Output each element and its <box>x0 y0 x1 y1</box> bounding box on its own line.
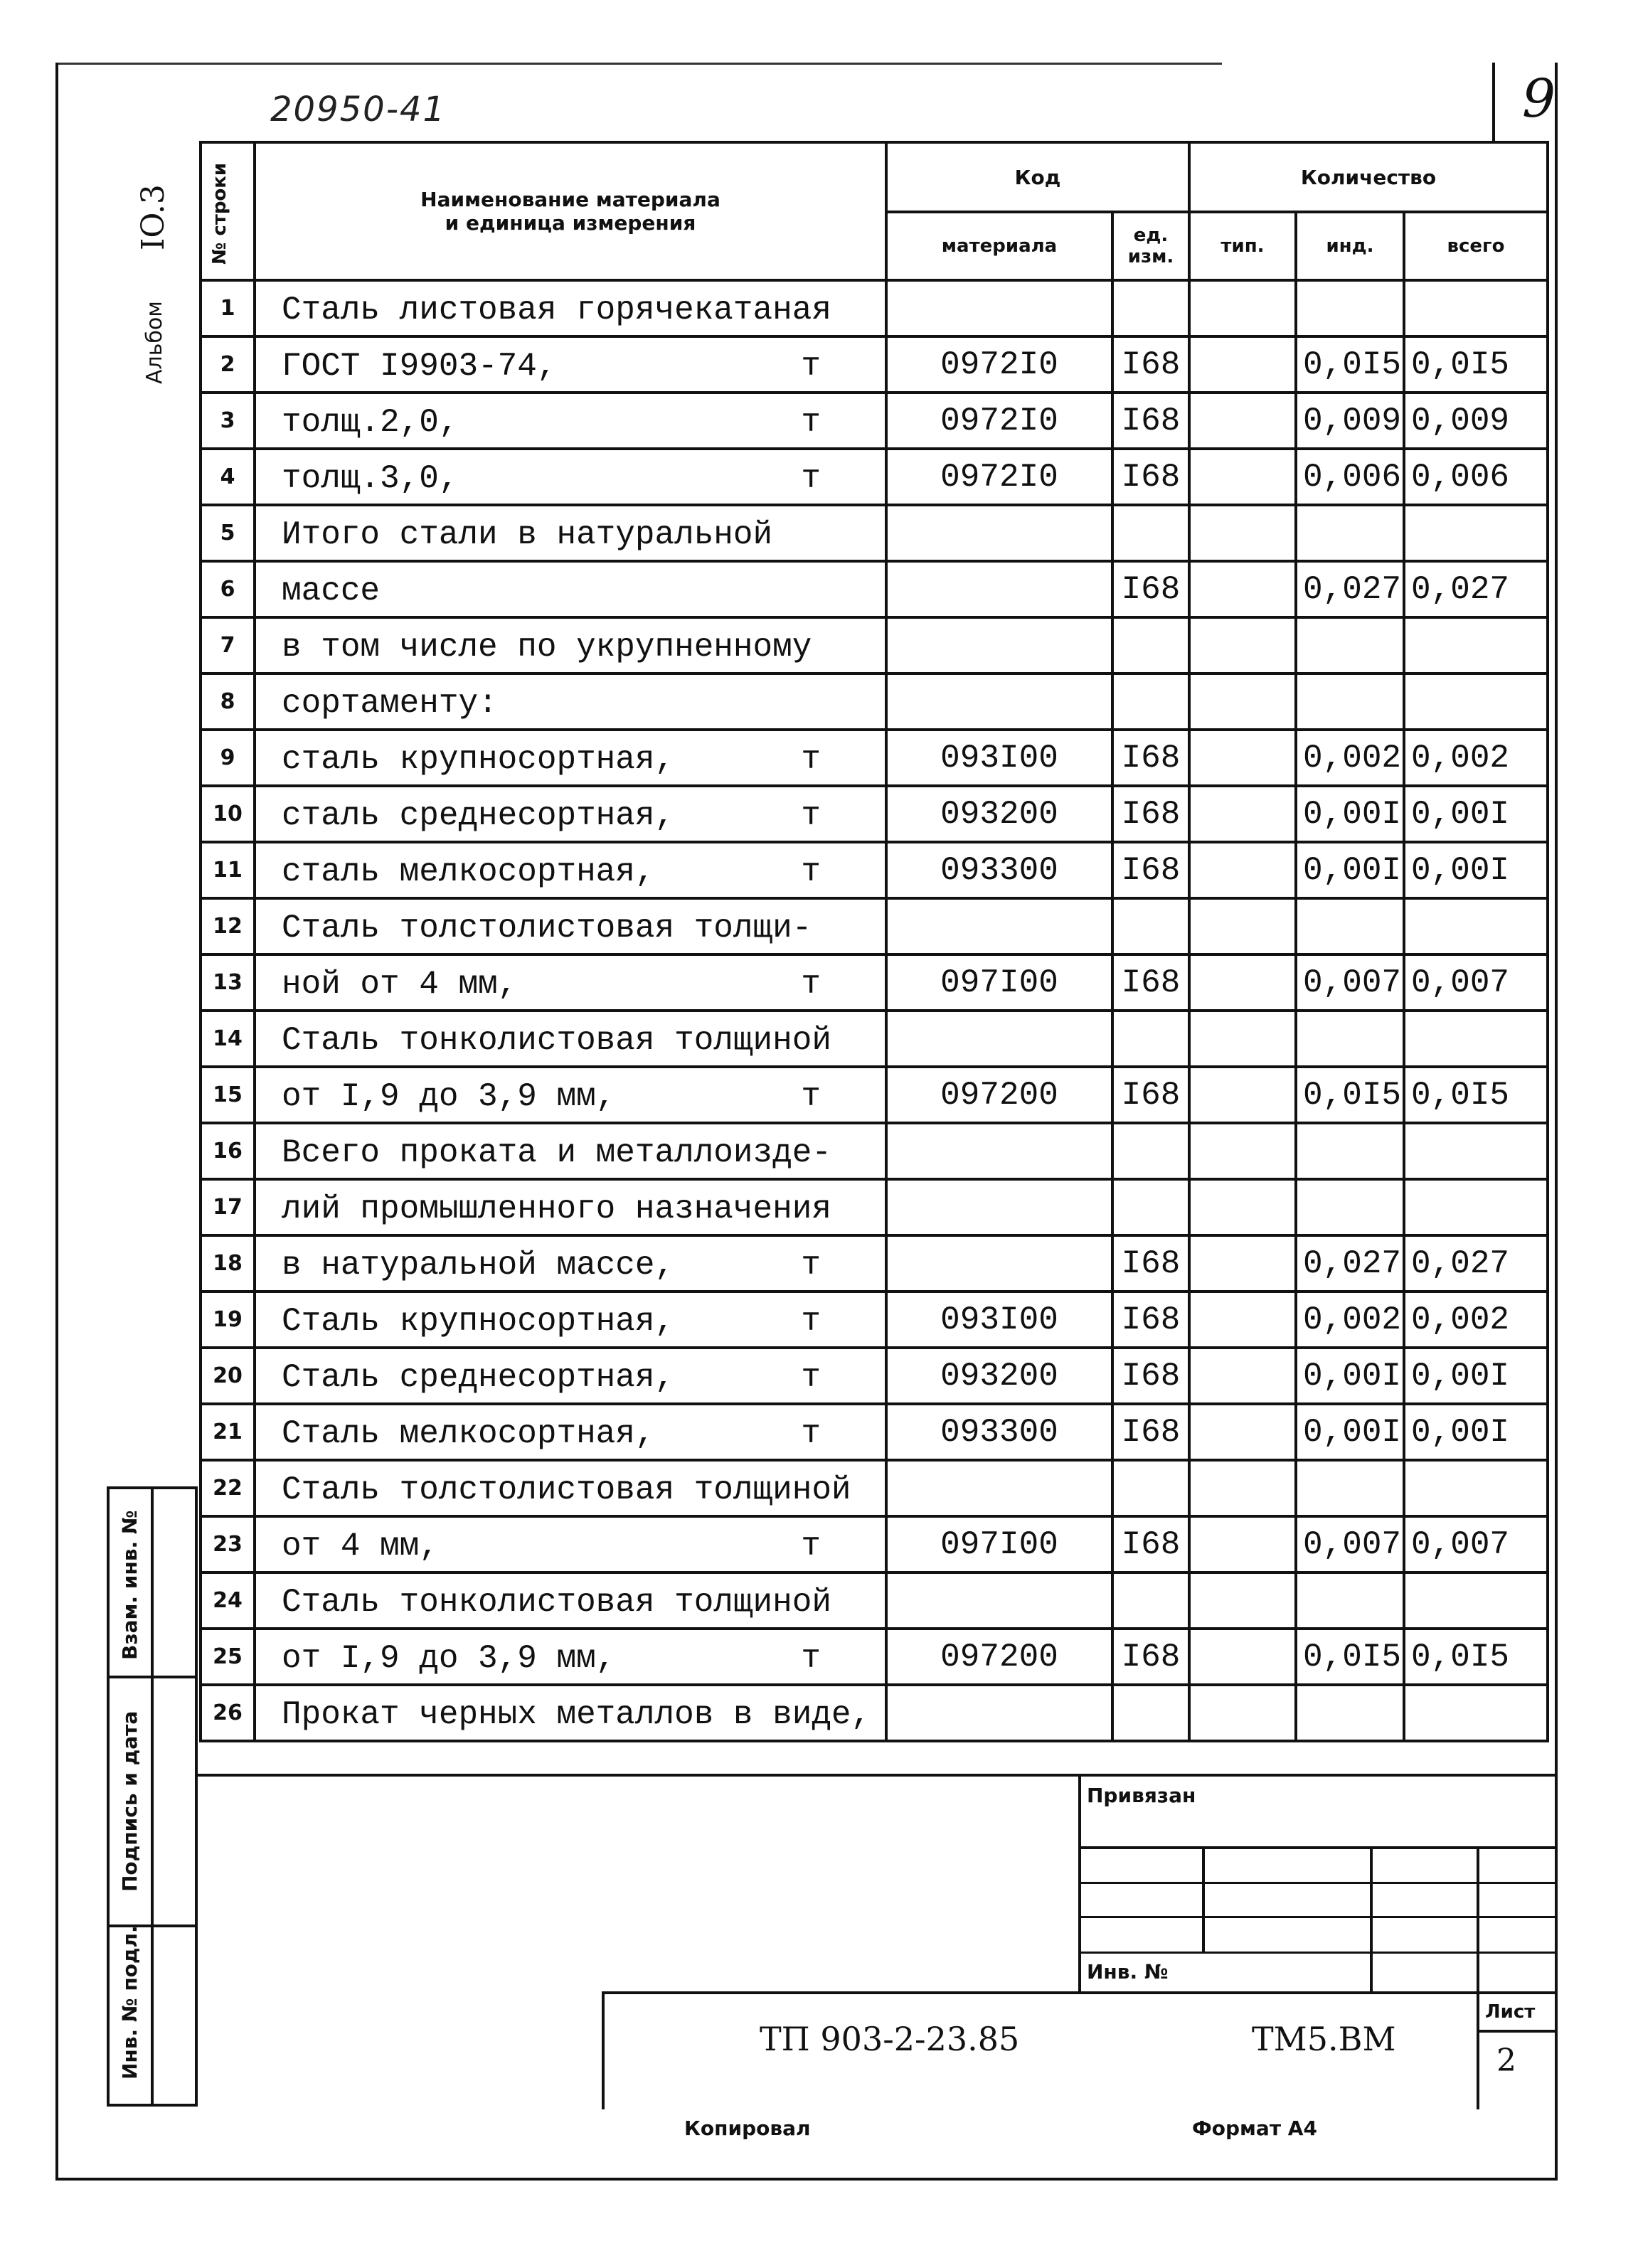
header-code-unit: ед. изм. <box>1112 212 1189 280</box>
unit-of-measure: т <box>801 1247 821 1284</box>
table-row <box>201 674 1548 730</box>
row-number: 23 <box>201 1516 255 1572</box>
material-name-cell <box>255 1123 886 1179</box>
material-name-cell <box>255 730 886 786</box>
material-name: толщ.2,0, <box>282 404 459 441</box>
qty-ind <box>1296 1685 1404 1741</box>
row-number: 12 <box>201 898 255 954</box>
table-row <box>201 505 1548 561</box>
qty-ind: 0,007 <box>1296 954 1404 1011</box>
material-name: Прокат черных металлов в виде, <box>282 1696 871 1733</box>
table-row <box>201 617 1548 674</box>
unit-code <box>1112 1179 1189 1235</box>
material-code <box>886 1011 1112 1067</box>
privyazan-line-4 <box>1078 1952 1558 1954</box>
qty-total <box>1404 1572 1548 1629</box>
unit-of-measure: т <box>801 1415 821 1452</box>
row-number: 5 <box>201 505 255 561</box>
unit-code <box>1112 505 1189 561</box>
unit-of-measure: т <box>801 1640 821 1677</box>
material-name: Итого стали в натуральной <box>282 516 773 553</box>
material-code <box>886 898 1112 954</box>
material-name: Сталь тонколистовая толщиной <box>282 1584 831 1621</box>
unit-code <box>1112 1011 1189 1067</box>
unit-code <box>1112 280 1189 336</box>
row-number: 26 <box>201 1685 255 1741</box>
qty-typ <box>1189 617 1296 674</box>
material-code: 097I00 <box>886 1516 1112 1572</box>
qty-total: 0,007 <box>1404 954 1548 1011</box>
row-number: 6 <box>201 561 255 617</box>
qty-ind <box>1296 1572 1404 1629</box>
unit-code: I68 <box>1112 449 1189 505</box>
material-name-cell <box>255 898 886 954</box>
material-code: 093300 <box>886 842 1112 898</box>
qty-ind: 0,00I <box>1296 842 1404 898</box>
header-code: Код <box>886 142 1189 212</box>
qty-ind: 0,002 <box>1296 1292 1404 1348</box>
material-name-cell <box>255 1685 886 1741</box>
qty-total <box>1404 1123 1548 1179</box>
material-code <box>886 280 1112 336</box>
table-row <box>201 561 1548 617</box>
qty-typ <box>1189 449 1296 505</box>
qty-typ <box>1189 336 1296 393</box>
unit-code: I68 <box>1112 1067 1189 1123</box>
qty-typ <box>1189 1292 1296 1348</box>
unit-code: I68 <box>1112 1292 1189 1348</box>
qty-ind: 0,006 <box>1296 449 1404 505</box>
qty-typ <box>1189 1572 1296 1629</box>
qty-total <box>1404 280 1548 336</box>
qty-total: 0,00I <box>1404 842 1548 898</box>
main-stamp-left-line <box>602 1991 605 2109</box>
qty-total: 0,0I5 <box>1404 336 1548 393</box>
unit-of-measure: т <box>801 1528 821 1565</box>
qty-ind <box>1296 1123 1404 1179</box>
unit-code: I68 <box>1112 954 1189 1011</box>
row-number: 22 <box>201 1460 255 1516</box>
material-code: 093I00 <box>886 1292 1112 1348</box>
qty-ind: 0,009 <box>1296 393 1404 449</box>
album-value: IO.3 <box>135 184 171 250</box>
material-name: Сталь листовая горячекатаная <box>282 292 831 329</box>
table-row <box>201 280 1548 336</box>
material-code: 0972I0 <box>886 393 1112 449</box>
privyazan-vline-3 <box>1477 1846 1479 2109</box>
unit-of-measure: т <box>801 966 821 1003</box>
table-row <box>201 954 1548 1011</box>
table-row <box>201 1123 1548 1179</box>
qty-ind <box>1296 1179 1404 1235</box>
table-row <box>201 730 1548 786</box>
document-number: 20950-41 <box>270 90 447 129</box>
row-number: 4 <box>201 449 255 505</box>
unit-code: I68 <box>1112 1629 1189 1685</box>
qty-total: 0,002 <box>1404 730 1548 786</box>
vzam-inv-label: Взам. инв. № <box>118 1510 142 1660</box>
row-number: 16 <box>201 1123 255 1179</box>
table-row <box>201 898 1548 954</box>
sheet-number: 2 <box>1496 2043 1516 2079</box>
table-row <box>201 1235 1548 1292</box>
row-number: 3 <box>201 393 255 449</box>
row-number: 13 <box>201 954 255 1011</box>
unit-code <box>1112 898 1189 954</box>
qty-total <box>1404 1460 1548 1516</box>
unit-of-measure: т <box>801 348 821 385</box>
side-stamp <box>107 1486 198 2107</box>
qty-total: 0,00I <box>1404 1348 1548 1404</box>
material-code: 097200 <box>886 1067 1112 1123</box>
material-name-cell <box>255 1404 886 1460</box>
qty-typ <box>1189 786 1296 842</box>
qty-ind <box>1296 280 1404 336</box>
material-name: от I,9 до 3,9 мм, <box>282 1078 616 1115</box>
unit-code <box>1112 1123 1189 1179</box>
material-name: лий промышленного назначения <box>282 1191 831 1228</box>
material-name-cell <box>255 1292 886 1348</box>
qty-total: 0,027 <box>1404 1235 1548 1292</box>
qty-typ <box>1189 1179 1296 1235</box>
material-name-cell <box>255 954 886 1011</box>
podpis-data-label: Подпись и дата <box>118 1710 142 1892</box>
qty-typ <box>1189 1404 1296 1460</box>
material-name: сталь среднесортная, <box>282 797 675 834</box>
qty-typ <box>1189 1348 1296 1404</box>
row-number: 25 <box>201 1629 255 1685</box>
sheet-label: Лист <box>1485 2001 1536 2023</box>
qty-ind: 0,027 <box>1296 1235 1404 1292</box>
unit-code: I68 <box>1112 1235 1189 1292</box>
material-code <box>886 1235 1112 1292</box>
album-label-block <box>127 171 169 398</box>
qty-ind <box>1296 617 1404 674</box>
qty-total <box>1404 1011 1548 1067</box>
unit-code: I68 <box>1112 1516 1189 1572</box>
material-name: ной от 4 мм, <box>282 966 518 1003</box>
unit-code <box>1112 1572 1189 1629</box>
qty-ind: 0,0I5 <box>1296 1629 1404 1685</box>
qty-total <box>1404 674 1548 730</box>
material-name: Сталь мелкосортная, <box>282 1415 655 1452</box>
qty-typ <box>1189 1460 1296 1516</box>
material-code: 093200 <box>886 1348 1112 1404</box>
mark: ТМ5.ВМ <box>1252 2020 1396 2058</box>
unit-code: I68 <box>1112 842 1189 898</box>
row-number: 18 <box>201 1235 255 1292</box>
material-name-cell <box>255 617 886 674</box>
table-row <box>201 336 1548 393</box>
table-row <box>201 449 1548 505</box>
qty-typ <box>1189 1067 1296 1123</box>
qty-ind: 0,00I <box>1296 1404 1404 1460</box>
unit-of-measure: т <box>801 404 821 441</box>
qty-typ <box>1189 1629 1296 1685</box>
qty-typ <box>1189 1516 1296 1572</box>
material-name-cell <box>255 449 886 505</box>
privyazan-label: Привязан <box>1087 1784 1196 1807</box>
side-stamp-line-1 <box>110 1676 195 1678</box>
row-number: 11 <box>201 842 255 898</box>
material-name-cell <box>255 674 886 730</box>
qty-typ <box>1189 842 1296 898</box>
material-code <box>886 1123 1112 1179</box>
unit-of-measure: т <box>801 460 821 497</box>
row-number: 17 <box>201 1179 255 1235</box>
table-row <box>201 1348 1548 1404</box>
material-name: сталь мелкосортная, <box>282 853 655 890</box>
material-name-cell <box>255 1179 886 1235</box>
unit-code: I68 <box>1112 1348 1189 1404</box>
material-name: сортаменту: <box>282 685 498 722</box>
qty-typ <box>1189 1685 1296 1741</box>
material-name-cell <box>255 1011 886 1067</box>
qty-typ <box>1189 674 1296 730</box>
material-name: Сталь среднесортная, <box>282 1359 675 1396</box>
material-code: 093300 <box>886 1404 1112 1460</box>
qty-ind: 0,00I <box>1296 1348 1404 1404</box>
material-name: Сталь толстолистовая толщиной <box>282 1471 851 1508</box>
unit-code <box>1112 617 1189 674</box>
material-name-cell <box>255 336 886 393</box>
qty-total: 0,027 <box>1404 561 1548 617</box>
material-name-cell <box>255 1629 886 1685</box>
row-number: 9 <box>201 730 255 786</box>
unit-of-measure: т <box>801 1078 821 1115</box>
material-code <box>886 674 1112 730</box>
material-name-cell <box>255 1067 886 1123</box>
qty-ind <box>1296 505 1404 561</box>
material-name-cell <box>255 561 886 617</box>
page-number: 9 <box>1522 68 1556 129</box>
row-number: 19 <box>201 1292 255 1348</box>
privyazan-vline-2 <box>1370 1846 1373 1993</box>
material-name: от 4 мм, <box>282 1528 439 1565</box>
material-name: Всего проката и металлоизде- <box>282 1134 831 1171</box>
material-code: 0972I0 <box>886 336 1112 393</box>
header-qty-ind: инд. <box>1296 212 1404 280</box>
row-number: 14 <box>201 1011 255 1067</box>
material-name: от I,9 до 3,9 мм, <box>282 1640 616 1677</box>
qty-total <box>1404 898 1548 954</box>
qty-ind: 0,007 <box>1296 1516 1404 1572</box>
album-label: Альбом <box>142 301 167 384</box>
header-name: Наименование материала и единица измерения <box>255 142 886 280</box>
row-number: 21 <box>201 1404 255 1460</box>
table-row <box>201 1685 1548 1741</box>
table-row <box>201 1404 1548 1460</box>
qty-total: 0,009 <box>1404 393 1548 449</box>
qty-ind: 0,027 <box>1296 561 1404 617</box>
copied-label: Копировал <box>684 2117 811 2140</box>
inv-no-label: Инв. № <box>1087 1960 1169 1984</box>
material-code <box>886 1460 1112 1516</box>
qty-typ <box>1189 1235 1296 1292</box>
qty-ind: 0,00I <box>1296 786 1404 842</box>
main-stamp-top-line <box>602 1991 1558 1994</box>
header-qty-total: всего <box>1404 212 1548 280</box>
row-number: 20 <box>201 1348 255 1404</box>
qty-typ <box>1189 954 1296 1011</box>
material-code: 097I00 <box>886 954 1112 1011</box>
title-block-top-line <box>198 1774 1558 1777</box>
privyazan-line-1 <box>1078 1846 1558 1849</box>
qty-total: 0,00I <box>1404 786 1548 842</box>
material-name-cell <box>255 505 886 561</box>
sheet-cell-line <box>1477 2030 1558 2033</box>
material-name: массе <box>282 573 381 609</box>
qty-ind: 0,0I5 <box>1296 1067 1404 1123</box>
table-row <box>201 1292 1548 1348</box>
privyazan-line-3 <box>1078 1916 1558 1918</box>
qty-total <box>1404 617 1548 674</box>
material-name: в том числе по укрупненному <box>282 629 812 666</box>
qty-typ <box>1189 561 1296 617</box>
qty-typ <box>1189 898 1296 954</box>
header-quantity: Количество <box>1189 142 1548 212</box>
qty-total <box>1404 505 1548 561</box>
material-name-cell <box>255 280 886 336</box>
qty-typ <box>1189 393 1296 449</box>
table-row <box>201 1011 1548 1067</box>
specification-table <box>199 141 1549 1742</box>
qty-total: 0,007 <box>1404 1516 1548 1572</box>
format-label: Формат А4 <box>1192 2117 1317 2140</box>
table-row <box>201 786 1548 842</box>
qty-ind: 0,002 <box>1296 730 1404 786</box>
side-stamp-divider <box>151 1489 154 2104</box>
qty-typ <box>1189 280 1296 336</box>
material-name-cell <box>255 1572 886 1629</box>
material-name-cell <box>255 842 886 898</box>
material-code: 097200 <box>886 1629 1112 1685</box>
material-name-cell <box>255 393 886 449</box>
unit-code: I68 <box>1112 1404 1189 1460</box>
qty-total: 0,006 <box>1404 449 1548 505</box>
material-code <box>886 1179 1112 1235</box>
material-name: Сталь тонколистовая толщиной <box>282 1022 831 1059</box>
unit-code <box>1112 674 1189 730</box>
unit-of-measure: т <box>801 741 821 778</box>
unit-of-measure: т <box>801 853 821 890</box>
qty-typ <box>1189 730 1296 786</box>
header-row-number: № строки <box>201 142 255 280</box>
unit-code: I68 <box>1112 393 1189 449</box>
row-number: 1 <box>201 280 255 336</box>
material-name-cell <box>255 1235 886 1292</box>
qty-total: 0,0I5 <box>1404 1629 1548 1685</box>
qty-total <box>1404 1179 1548 1235</box>
table-row <box>201 1460 1548 1516</box>
qty-typ <box>1189 1011 1296 1067</box>
header-qty-typ: тип. <box>1189 212 1296 280</box>
material-code <box>886 505 1112 561</box>
table-row <box>201 842 1548 898</box>
qty-total: 0,002 <box>1404 1292 1548 1348</box>
unit-code: I68 <box>1112 336 1189 393</box>
table-row <box>201 1572 1548 1629</box>
table-row <box>201 1067 1548 1123</box>
material-code <box>886 1685 1112 1741</box>
row-number: 7 <box>201 617 255 674</box>
table-row <box>201 1179 1548 1235</box>
qty-ind <box>1296 1460 1404 1516</box>
material-name-cell <box>255 1348 886 1404</box>
row-number: 15 <box>201 1067 255 1123</box>
material-code <box>886 1572 1112 1629</box>
page-number-divider <box>1492 63 1495 141</box>
qty-typ <box>1189 1123 1296 1179</box>
row-number: 10 <box>201 786 255 842</box>
material-name: в натуральной массе, <box>282 1247 675 1284</box>
privyazan-vline-1 <box>1202 1846 1205 1953</box>
table-row <box>201 393 1548 449</box>
row-number: 24 <box>201 1572 255 1629</box>
material-name-cell <box>255 1516 886 1572</box>
qty-typ <box>1189 505 1296 561</box>
qty-ind <box>1296 1011 1404 1067</box>
designation: ТП 903-2-23.85 <box>760 2020 1020 2058</box>
material-code <box>886 561 1112 617</box>
unit-of-measure: т <box>801 797 821 834</box>
material-name-cell <box>255 786 886 842</box>
privyazan-line-2 <box>1078 1882 1558 1884</box>
table-row <box>201 1516 1548 1572</box>
material-code <box>886 617 1112 674</box>
privyazan-left-line <box>1078 1774 1081 1994</box>
unit-of-measure: т <box>801 1359 821 1396</box>
row-number: 2 <box>201 336 255 393</box>
qty-total: 0,0I5 <box>1404 1067 1548 1123</box>
material-name: толщ.3,0, <box>282 460 459 497</box>
qty-ind <box>1296 674 1404 730</box>
material-name: Сталь толстолистовая толщи- <box>282 910 812 947</box>
row-number: 8 <box>201 674 255 730</box>
unit-code: I68 <box>1112 561 1189 617</box>
qty-total: 0,00I <box>1404 1404 1548 1460</box>
table-row <box>201 1629 1548 1685</box>
specification-body <box>201 280 1548 1741</box>
unit-code: I68 <box>1112 786 1189 842</box>
material-name: ГОСТ I9903-74, <box>282 348 557 385</box>
unit-code: I68 <box>1112 730 1189 786</box>
material-code: 093200 <box>886 786 1112 842</box>
inv-podl-label: Инв. № подл. <box>118 1925 142 2080</box>
material-code: 093I00 <box>886 730 1112 786</box>
material-code: 0972I0 <box>886 449 1112 505</box>
qty-ind <box>1296 898 1404 954</box>
material-name: Сталь крупносортная, <box>282 1303 675 1340</box>
material-name: сталь крупносортная, <box>282 741 675 778</box>
unit-of-measure: т <box>801 1303 821 1340</box>
unit-code <box>1112 1685 1189 1741</box>
material-name-cell <box>255 1460 886 1516</box>
unit-code <box>1112 1460 1189 1516</box>
qty-ind: 0,0I5 <box>1296 336 1404 393</box>
header-code-material: материала <box>886 212 1112 280</box>
qty-total <box>1404 1685 1548 1741</box>
